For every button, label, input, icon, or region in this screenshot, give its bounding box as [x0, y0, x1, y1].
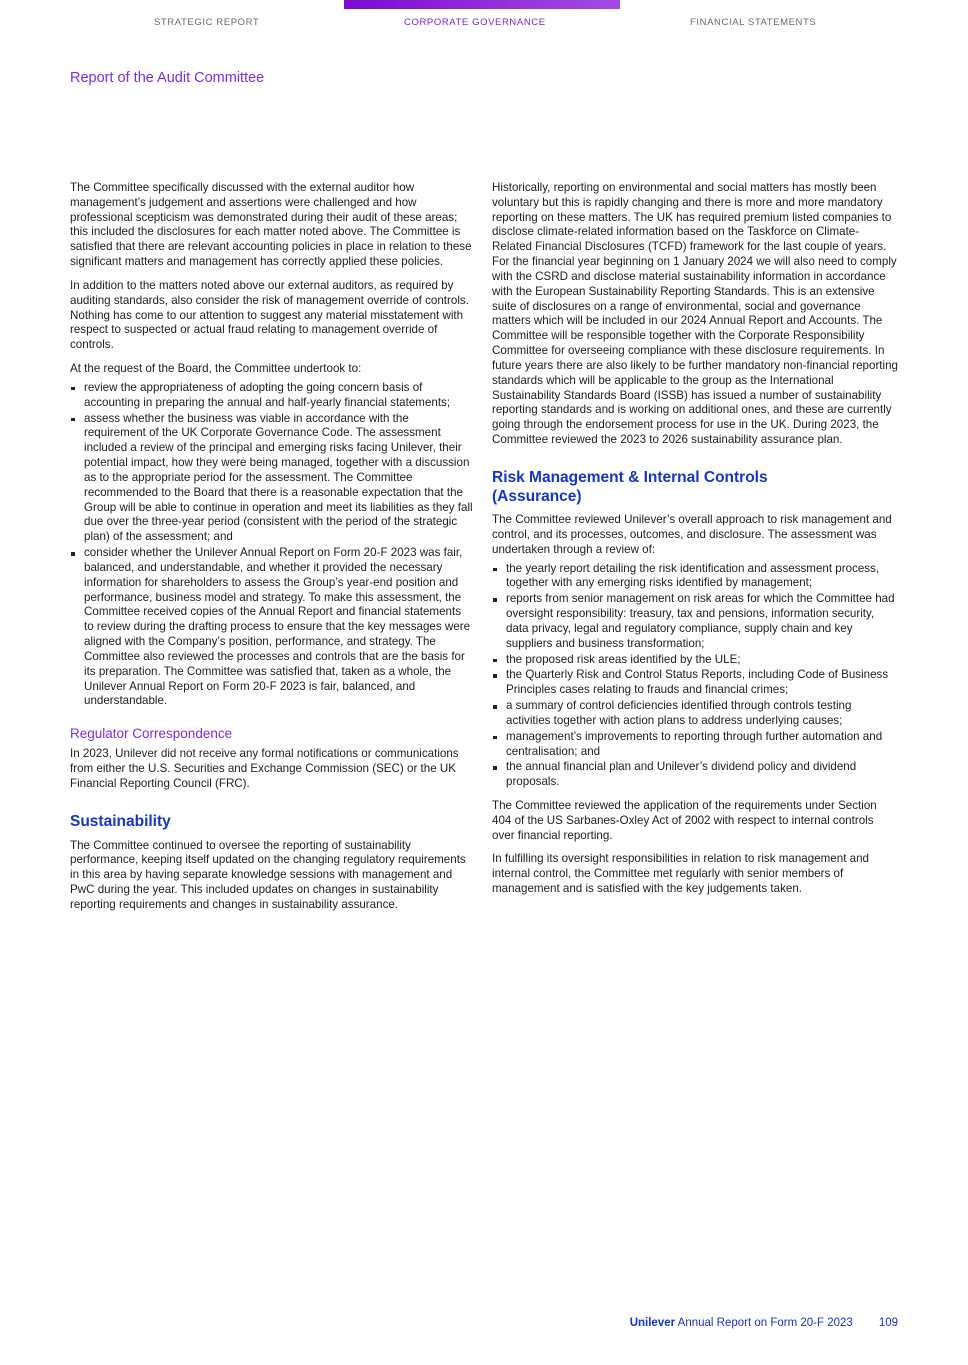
list-item: reports from senior management on risk areas for which the Committee had oversight responsibility: treasury, tax and pensions, information security, data privacy, legal and regulatory compliance, supply chain and key suppliers and business transformation; — [492, 592, 899, 651]
paragraph-sarbanes-oxley: The Committee reviewed the application of the requirements under Section 404 of the US Sarbanes-Oxley Act of 2002 with respect to internal controls over financial reporting. — [492, 799, 877, 842]
list-item: the Quarterly Risk and Control Status Reports, including Code of Business Principles cases relating to frauds and financial crimes; — [492, 668, 899, 698]
paragraph-risk-intro: The Committee reviewed Unilever’s overall approach to risk management and control, and its processes, outcomes, and disclosure. The assessment was undertaken through a review of: — [492, 513, 892, 556]
nav-tab-financial-statements[interactable]: FINANCIAL STATEMENTS — [690, 17, 817, 28]
list-item: review the appropriateness of adopting the going concern basis of accounting in preparing the annual and half-yearly financial statements; — [70, 381, 473, 411]
active-tab-accent-bar — [344, 0, 620, 9]
right-column — [492, 181, 899, 906]
heading-sustainability: Sustainability — [70, 812, 171, 830]
footer-report-name: Annual Report on Form 20-F 2023 — [675, 1317, 853, 1329]
paragraph-management-override: In addition to the matters noted above our external auditors, as required by auditing standards, also consider the risk of management override of controls. Nothing has come to our attention to suggest any material misstatement with respect to suspected or actual fraud relating to management override of controls. — [70, 278, 469, 352]
footer-page-number: 109 — [878, 1317, 898, 1329]
heading-regulator-correspondence: Regulator Correspondence — [70, 726, 233, 742]
page-title: Report of the Audit Committee — [70, 70, 265, 86]
paragraph-oversight-fulfilment: In fulfilling its oversight responsibilities in relation to risk management and internal control, the Committee met regularly with senior members of management and is satisfied with the key judgements taken. — [492, 852, 869, 896]
footer-report-title — [630, 1317, 853, 1329]
page-footer — [630, 1317, 898, 1329]
list-item: consider whether the Unilever Annual Report on Form 20-F 2023 was fair, balanced, and understandable, and whether it provided the necessary information for shareholders to assess the Group’s year-end position and performance, business model and strategy. To make this assessment, the Committee received copies of the Annual Report and financial statements to review during the drafting process to ensure that the key messages were aligned with the Company’s position, performance, and strategy. The Committee also reviewed the processes and controls that are the basis for its preparation. The Committee was satisfied that, taken as a whole, the Unilever Annual Report on Form 20-F 2023 is fair, balanced, and understandable. — [70, 546, 473, 709]
nav-tab-corporate-governance[interactable]: CORPORATE GOVERNANCE — [404, 17, 546, 28]
left-column — [70, 181, 473, 922]
paragraph-regulator-correspondence: In 2023, Unilever did not receive any formal notifications or communications from either the U.S. Securities and Exchange Commission (SEC) or the UK Financial Reporting Council (FRC). — [70, 747, 459, 791]
list-item: the yearly report detailing the risk identification and assessment process, together with any emerging risks identified by management; — [492, 562, 899, 592]
list-item: assess whether the business was viable in accordance with the requirement of the UK Corporate Governance Code. The assessment included a review of the principal and emerging risks facing Unilever, their potential impact, how they were being managed, together with a discussion as to the appropriate period for the assessment. The Committee recommended to the Board that there is a reasonable expectation that the Group will be able to continue in operation and meet its liabilities as they fall due over the three-year period (consistent with the period of the strategic plan) of the assessment; and — [70, 412, 473, 545]
nav-tab-strategic-report[interactable]: STRATEGIC REPORT — [154, 17, 260, 28]
footer-brand: Unilever — [629, 1317, 676, 1329]
board-undertakings-list — [70, 381, 473, 709]
list-item: the annual financial plan and Unilever’s dividend policy and dividend proposals. — [492, 760, 899, 790]
heading-risk-management: Risk Management & Internal Controls (Assurance) — [492, 468, 768, 505]
list-item: management’s improvements to reporting through further automation and centralisation; and — [492, 730, 899, 760]
paragraph-mandatory-reporting: Historically, reporting on environmental and social matters has mostly been voluntary but this is rapidly changing and there is more and more mandatory reporting on these matters. The UK has required premium listed companies to disclose climate-related information based on the Taskforce on Climate-Related Financial Disclosures (TCFD) framework for the last couple of years. For the financial year beginning on 1 January 2024 we will also need to comply with the CSRD and disclose material sustainability information in accordance with the European Sustainability Reporting Standards. This is an extensive suite of disclosures on a range of environmental, social and governance matters which will be included in our 2024 Annual Report and Accounts. The Committee will be responsible together with the Corporate Responsibility Committee for overseeing compliance with these disclosure requirements. In future years there are also likely to be further mandatory non-financial reporting standards which will be applicable to the group as the International Sustainability Standards Board (ISSB) has issued a number of sustainability reporting standards and is working on additional ones, and these are currently going through the endorsement process for use in the UK. During 2023, the Committee reviewed the 2023 to 2026 sustainability assurance plan. — [492, 181, 898, 447]
paragraph-sustainability: The Committee continued to oversee the reporting of sustainability performance, keeping itself updated on the changing regulatory requirements in this area by having separate knowledge sessions with management and PwC during the year. This included updates on changes in sustainability reporting requirements and changes in sustainability assurance. — [70, 838, 466, 911]
paragraph-auditor-scepticism: The Committee specifically discussed with the external auditor how management’s judgement and assertions were challenged and how professional scepticism was demonstrated during their audit of these areas; this included the disclosures for each matter noted above. The Committee is satisfied that there are relevant accounting policies in place in relation to these significant matters and management has correctly applied these policies. — [70, 181, 472, 269]
paragraph-board-request-lead: At the request of the Board, the Committee undertook to: — [70, 362, 362, 376]
list-item: a summary of control deficiencies identified through controls testing activities together with action plans to address underlying causes; — [492, 699, 899, 729]
list-item: the proposed risk areas identified by the ULE; — [492, 653, 899, 668]
risk-review-list — [492, 562, 899, 790]
